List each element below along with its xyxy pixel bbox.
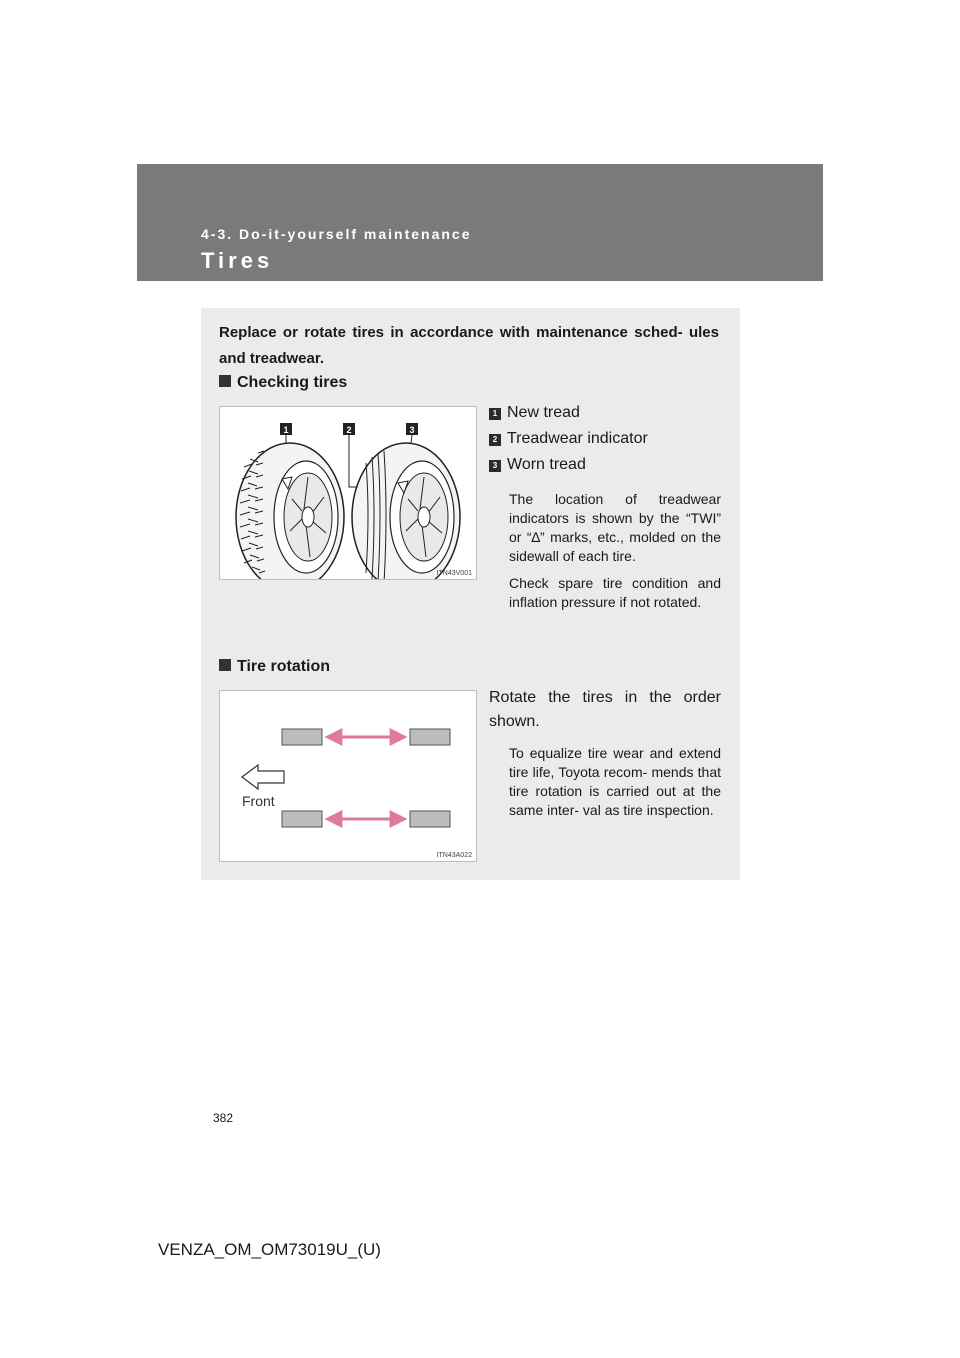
tires-illustration [220, 407, 476, 579]
front-right-tire [410, 729, 450, 745]
doc-code: VENZA_OM_OM73019U_(U) [158, 1240, 381, 1259]
spare-tire-note: Check spare tire condition and inflation pressure if not rotated. [509, 575, 721, 610]
figure-code: ITN43A022 [436, 852, 472, 859]
page-number: 382 [213, 1111, 234, 1125]
tire-rotation-figure [219, 690, 477, 862]
rotation-text-block [489, 686, 721, 820]
checking-tires-heading: Checking tires [219, 374, 347, 392]
rear-right-tire [410, 811, 450, 827]
rotation-note: To equalize tire wear and extend tire life, Toyota recom- mends that tire rotation is carried out at the same inter- val as tire inspection. [509, 745, 721, 818]
intro-text: Replace or rotate tires in accordance with maintenance sched- ules and treadwear. [219, 324, 719, 367]
callout-1: 1 [283, 425, 289, 435]
tire-rotation-heading: Tire rotation [219, 658, 330, 676]
legend-item: 1 New tread [489, 402, 721, 428]
rotation-instruction: Rotate the tires in the order shown. [489, 689, 721, 730]
worn-tread-tire [352, 443, 460, 579]
square-bullet-icon [219, 375, 231, 387]
section-label: 4-3. Do-it-yourself maintenance [201, 226, 472, 242]
page-title: Tires [201, 248, 274, 273]
badge-2: 2 [489, 434, 501, 446]
rotation-diagram [220, 691, 476, 861]
callout-3: 3 [409, 425, 415, 435]
tire-legend [489, 402, 721, 612]
front-direction-arrow-icon [242, 765, 284, 789]
legend-item: 2 Treadwear indicator [489, 428, 721, 454]
section-header [137, 164, 823, 281]
callout-2: 2 [346, 425, 352, 435]
badge-1: 1 [489, 408, 501, 420]
figure-code: ITN43V001 [436, 570, 472, 577]
rear-left-tire [282, 811, 322, 827]
tire-tread-figure [219, 406, 477, 580]
content-box [201, 308, 740, 880]
front-label: Front [242, 793, 275, 809]
badge-3: 3 [489, 460, 501, 472]
new-tread-tire [236, 443, 344, 579]
legend-item: 3 Worn tread [489, 454, 721, 480]
front-left-tire [282, 729, 322, 745]
treadwear-note: The location of treadwear indicators is shown by the “TWI” or “∆” marks, etc., molded on the sidewall of each tire. [509, 491, 721, 564]
square-bullet-icon [219, 659, 231, 671]
